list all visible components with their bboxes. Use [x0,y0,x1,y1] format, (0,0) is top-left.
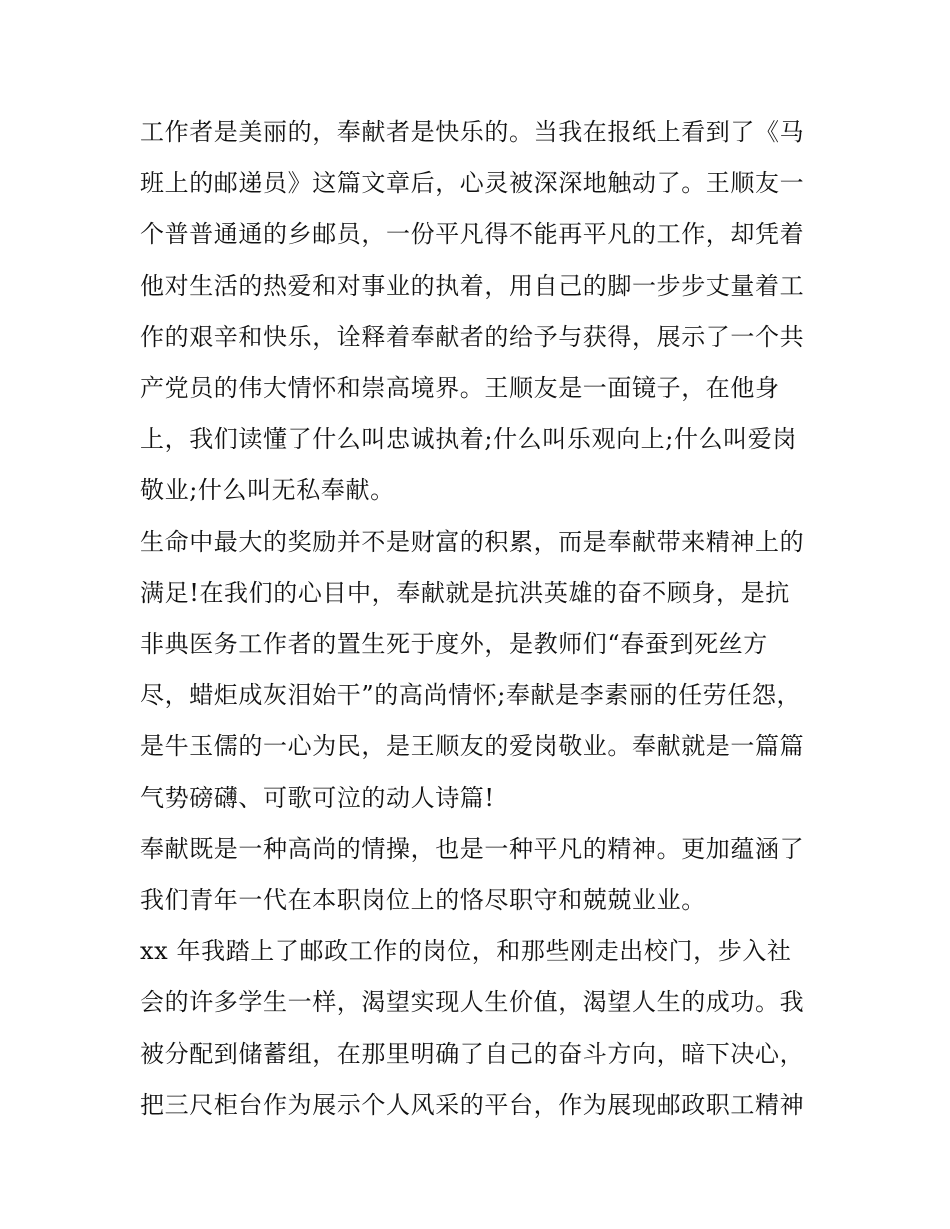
text-line: 我们青年一代在本职岗位上的恪尽职守和兢兢业业。 [140,886,706,915]
text-line: 尽，蜡炬成灰泪始干”的高尚情怀;奉献是李素丽的任劳任怨， [140,681,802,710]
text-line: 会的许多学生一样，渴望实现人生价值，渴望人生的成功。我 [140,988,805,1017]
text-line: 个普普通通的乡邮员，一份平凡得不能再平凡的工作，却凭着 [140,220,805,249]
text-line: 产党员的伟大情怀和崇高境界。王顺友是一面镜子，在他身 [140,374,780,403]
paragraph-4 [140,926,820,1131]
text-line: 生命中最大的奖励并不是财富的积累，而是奉献带来精神上的 [140,527,805,556]
text-line: 奉献既是一种高尚的情操，也是一种平凡的精神。更加蕴涵了 [140,834,805,863]
paragraph-1 [140,107,820,517]
text-line: 是牛玉儒的一心为民，是王顺友的爱岗敬业。奉献就是一篇篇 [140,732,805,761]
text-line: 被分配到储蓄组，在那里明确了自己的奋斗方向，暗下决心， [140,1039,805,1068]
text-line: 敬业;什么叫无私奉献。 [140,476,395,505]
text-line: 非典医务工作者的置生死于度外，是教师们“春蚕到死丝方 [140,630,768,659]
paragraph-3 [140,824,820,926]
text-line: 上，我们读懂了什么叫忠诚执着;什么叫乐观向上;什么叫爱岗 [140,425,797,454]
text-line: 气势磅礴、可歌可泣的动人诗篇! [140,783,495,812]
text-line: 班上的邮递员》这篇文章后，心灵被深深地触动了。王顺友一 [140,169,805,198]
paragraph-2 [140,517,820,824]
text-line: 他对生活的热爱和对事业的执着，用自己的脚一步步丈量着工 [140,271,805,300]
text-line: 把三尺柜台作为展示个人风采的平台，作为展现邮政职工精神 [140,1090,805,1119]
text-line: 满足!在我们的心目中，奉献就是抗洪英雄的奋不顾身，是抗 [140,578,790,607]
text-line: 作的艰辛和快乐，诠释着奉献者的给予与获得，展示了一个共 [140,322,805,351]
text-line: 工作者是美丽的，奉献者是快乐的。当我在报纸上看到了《马 [140,118,805,146]
document-body [140,107,820,1131]
text-line: xx 年我踏上了邮政工作的岗位，和那些刚走出校门，步入社 [140,937,792,966]
